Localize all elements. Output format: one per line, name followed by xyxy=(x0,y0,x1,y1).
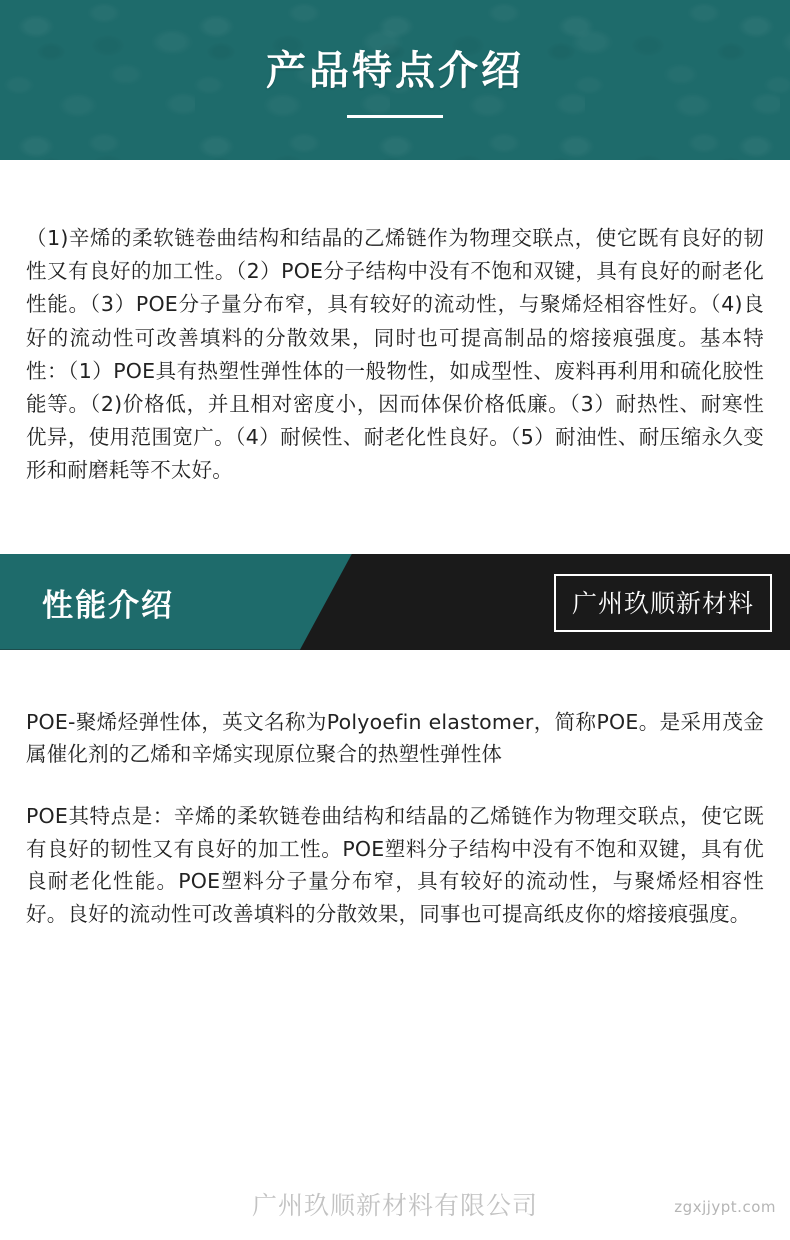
features-paragraph: （1)辛烯的柔软链卷曲结构和结晶的乙烯链作为物理交联点，使它既有良好的韧性又有良好的加工性。（2）POE分子结构中没有不饱和双键，具有良好的耐老化性能。（3）POE分子量分布窄，具有较好的流动性，与聚烯烃相容性好。（4)良好的流动性可改善填料的分散效果，同时也可提高制品的熔接痕强度。基本特性：（1）POE具有热塑性弹性体的一般物性，如成型性、废料再利用和硫化胶性能等。（2)价格低，并且相对密度小，因而体保价格低廉。（3）耐热性、耐寒性优异，使用范围宽广。（4）耐候性、耐老化性良好。（5）耐油性、耐压缩永久变形和耐磨耗等不太好。 xyxy=(26,226,764,483)
hero-content xyxy=(0,0,790,160)
description-section xyxy=(0,650,790,930)
brand-badge: 广州玖顺新材料 xyxy=(554,574,772,632)
performance-section-band xyxy=(0,554,790,650)
page-title: 产品特点介绍 xyxy=(266,47,524,94)
description-paragraph-1: POE-聚烯烃弹性体，英文名称为Polyoefin elastomer，简称POE。是采用茂金属催化剂的乙烯和辛烯实现原位聚合的热塑性弹性体 xyxy=(26,709,764,766)
description-paragraph-2: POE其特点是：辛烯的柔软链卷曲结构和结晶的乙烯链作为物理交联点，使它既有良好的韧性又有良好的加工性。POE塑料分子结构中没有不饱和双键，具有优良耐老化性能。POE塑料分子量分布窄，具有较好的流动性，与聚烯烃相容性好。良好的流动性可改善填料的分散效果，同事也可提高纸皮你的熔接痕强度。 xyxy=(26,804,764,926)
section-title: 性能介绍 xyxy=(42,587,174,624)
hero-banner xyxy=(0,0,790,160)
title-underline-divider xyxy=(347,115,443,118)
company-watermark: 广州玖顺新材料有限公司 xyxy=(251,1191,538,1220)
site-watermark: zgxjjypt.com xyxy=(674,1198,776,1216)
features-section xyxy=(0,160,790,488)
